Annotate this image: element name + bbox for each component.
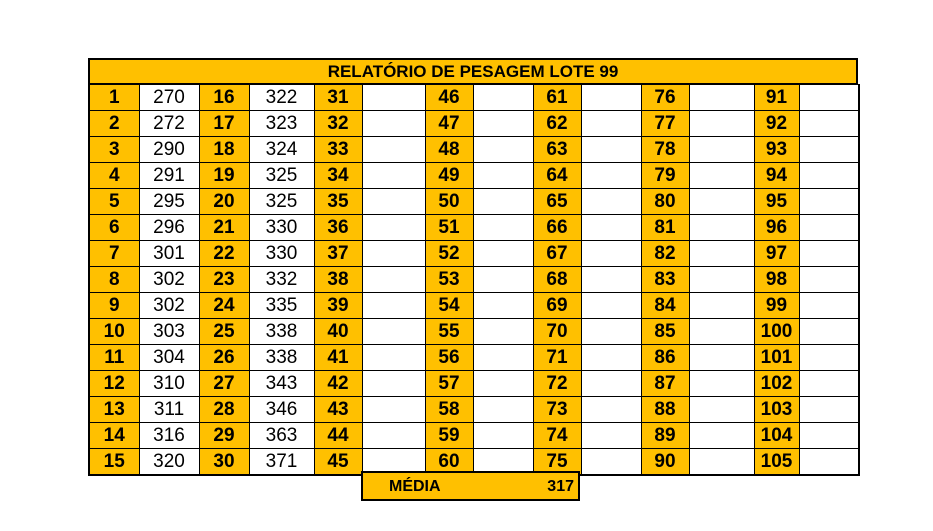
weight-cell (799, 319, 859, 345)
animal-number-cell: 27 (199, 371, 249, 397)
weight-cell (581, 397, 641, 423)
weight-cell (581, 267, 641, 293)
animal-number-cell: 87 (641, 371, 689, 397)
weight-cell (473, 111, 533, 137)
animal-number-cell: 15 (89, 449, 139, 476)
weight-cell (581, 319, 641, 345)
weight-cell: 332 (249, 267, 314, 293)
animal-number-cell: 40 (314, 319, 362, 345)
animal-number-cell: 3 (89, 137, 139, 163)
animal-number-cell: 19 (199, 163, 249, 189)
animal-number-cell: 35 (314, 189, 362, 215)
weight-cell (581, 85, 641, 111)
weight-cell: 270 (139, 85, 199, 111)
animal-number-cell: 17 (199, 111, 249, 137)
weight-cell (689, 189, 754, 215)
weight-cell (362, 319, 425, 345)
weight-cell (799, 137, 859, 163)
weight-cell (689, 241, 754, 267)
animal-number-cell: 75 (533, 449, 581, 476)
table-row (89, 371, 859, 397)
weight-cell: 343 (249, 371, 314, 397)
animal-number-cell: 14 (89, 423, 139, 449)
animal-number-cell: 41 (314, 345, 362, 371)
weight-cell (689, 293, 754, 319)
table-row (89, 241, 859, 267)
weight-cell: 325 (249, 189, 314, 215)
animal-number-cell: 93 (754, 137, 799, 163)
animal-number-cell: 5 (89, 189, 139, 215)
weight-cell (581, 241, 641, 267)
animal-number-cell: 31 (314, 85, 362, 111)
weight-cell (799, 163, 859, 189)
animal-number-cell: 51 (425, 215, 473, 241)
weight-cell (799, 189, 859, 215)
table-row (89, 423, 859, 449)
weight-cell (362, 345, 425, 371)
animal-number-cell: 45 (314, 449, 362, 476)
animal-number-cell: 80 (641, 189, 689, 215)
animal-number-cell: 36 (314, 215, 362, 241)
weight-cell (473, 215, 533, 241)
animal-number-cell: 67 (533, 241, 581, 267)
weight-cell: 291 (139, 163, 199, 189)
animal-number-cell: 68 (533, 267, 581, 293)
animal-number-cell: 94 (754, 163, 799, 189)
weight-cell (581, 137, 641, 163)
weight-cell: 310 (139, 371, 199, 397)
weight-cell (362, 371, 425, 397)
animal-number-cell: 74 (533, 423, 581, 449)
weight-cell (689, 449, 754, 476)
weight-cell: 324 (249, 137, 314, 163)
animal-number-cell: 6 (89, 215, 139, 241)
animal-number-cell: 105 (754, 449, 799, 476)
animal-number-cell: 72 (533, 371, 581, 397)
animal-number-cell: 24 (199, 293, 249, 319)
weight-cell (581, 449, 641, 476)
weight-cell (799, 293, 859, 319)
animal-number-cell: 20 (199, 189, 249, 215)
weight-cell (362, 423, 425, 449)
weight-cell (362, 241, 425, 267)
animal-number-cell: 79 (641, 163, 689, 189)
animal-number-cell: 28 (199, 397, 249, 423)
weight-cell (799, 267, 859, 293)
animal-number-cell: 23 (199, 267, 249, 293)
weight-cell (799, 111, 859, 137)
weight-cell (799, 449, 859, 476)
weight-cell: 363 (249, 423, 314, 449)
weight-cell (473, 137, 533, 163)
animal-number-cell: 90 (641, 449, 689, 476)
animal-number-cell: 44 (314, 423, 362, 449)
animal-number-cell: 101 (754, 345, 799, 371)
weight-cell (689, 137, 754, 163)
weight-cell (362, 293, 425, 319)
weight-cell (581, 163, 641, 189)
animal-number-cell: 66 (533, 215, 581, 241)
table-row (89, 319, 859, 345)
animal-number-cell: 26 (199, 345, 249, 371)
weight-cell (581, 111, 641, 137)
animal-number-cell: 65 (533, 189, 581, 215)
animal-number-cell: 59 (425, 423, 473, 449)
animal-number-cell: 1 (89, 85, 139, 111)
weight-cell (799, 371, 859, 397)
animal-number-cell: 22 (199, 241, 249, 267)
animal-number-cell: 37 (314, 241, 362, 267)
weight-cell (581, 293, 641, 319)
weight-cell: 371 (249, 449, 314, 476)
animal-number-cell: 32 (314, 111, 362, 137)
weight-cell: 322 (249, 85, 314, 111)
weight-cell (473, 241, 533, 267)
table-row (89, 163, 859, 189)
animal-number-cell: 21 (199, 215, 249, 241)
animal-number-cell: 98 (754, 267, 799, 293)
weight-cell (689, 371, 754, 397)
weight-cell (362, 163, 425, 189)
weight-cell (362, 137, 425, 163)
table-row (89, 189, 859, 215)
weight-cell (799, 397, 859, 423)
weight-cell (799, 345, 859, 371)
animal-number-cell: 73 (533, 397, 581, 423)
animal-number-cell: 54 (425, 293, 473, 319)
animal-number-cell: 100 (754, 319, 799, 345)
animal-number-cell: 76 (641, 85, 689, 111)
animal-number-cell: 7 (89, 241, 139, 267)
weight-cell (362, 189, 425, 215)
animal-number-cell: 46 (425, 85, 473, 111)
animal-number-cell: 88 (641, 397, 689, 423)
animal-number-cell: 52 (425, 241, 473, 267)
animal-number-cell: 85 (641, 319, 689, 345)
weight-cell (581, 371, 641, 397)
report-title: RELATÓRIO DE PESAGEM LOTE 99 (88, 58, 858, 84)
weight-cell (689, 85, 754, 111)
weight-cell (473, 293, 533, 319)
weight-cell (473, 319, 533, 345)
animal-number-cell: 99 (754, 293, 799, 319)
animal-number-cell: 62 (533, 111, 581, 137)
animal-number-cell: 11 (89, 345, 139, 371)
table-row (89, 111, 859, 137)
animal-number-cell: 12 (89, 371, 139, 397)
weight-cell: 330 (249, 215, 314, 241)
animal-number-cell: 57 (425, 371, 473, 397)
animal-number-cell: 39 (314, 293, 362, 319)
animal-number-cell: 4 (89, 163, 139, 189)
weight-cell (689, 111, 754, 137)
animal-number-cell: 82 (641, 241, 689, 267)
weight-cell (799, 241, 859, 267)
animal-number-cell: 9 (89, 293, 139, 319)
animal-number-cell: 96 (754, 215, 799, 241)
weight-cell: 316 (139, 423, 199, 449)
weight-cell (689, 345, 754, 371)
animal-number-cell: 10 (89, 319, 139, 345)
animal-number-cell: 60 (425, 449, 473, 476)
animal-number-cell: 43 (314, 397, 362, 423)
weight-cell (362, 215, 425, 241)
weight-cell: 290 (139, 137, 199, 163)
weight-cell (799, 423, 859, 449)
weight-cell: 295 (139, 189, 199, 215)
animal-number-cell: 48 (425, 137, 473, 163)
weight-cell (473, 267, 533, 293)
weight-cell: 302 (139, 293, 199, 319)
animal-number-cell: 89 (641, 423, 689, 449)
weight-cell: 303 (139, 319, 199, 345)
animal-number-cell: 47 (425, 111, 473, 137)
animal-number-cell: 83 (641, 267, 689, 293)
weights-table (88, 84, 860, 476)
weight-cell: 296 (139, 215, 199, 241)
weight-cell (581, 189, 641, 215)
weight-cell: 338 (249, 345, 314, 371)
weight-cell: 272 (139, 111, 199, 137)
weight-cell (689, 215, 754, 241)
animal-number-cell: 50 (425, 189, 473, 215)
animal-number-cell: 81 (641, 215, 689, 241)
weight-cell (473, 85, 533, 111)
weight-cell (473, 189, 533, 215)
animal-number-cell: 71 (533, 345, 581, 371)
weight-cell (362, 397, 425, 423)
animal-number-cell: 92 (754, 111, 799, 137)
weight-cell (799, 85, 859, 111)
animal-number-cell: 29 (199, 423, 249, 449)
animal-number-cell: 84 (641, 293, 689, 319)
weight-cell: 330 (249, 241, 314, 267)
weight-cell (473, 371, 533, 397)
table-row (89, 293, 859, 319)
animal-number-cell: 95 (754, 189, 799, 215)
table-row (89, 267, 859, 293)
animal-number-cell: 30 (199, 449, 249, 476)
weight-cell (473, 345, 533, 371)
average-box (361, 471, 580, 501)
animal-number-cell: 55 (425, 319, 473, 345)
weight-cell: 346 (249, 397, 314, 423)
weight-cell: 323 (249, 111, 314, 137)
weight-cell: 304 (139, 345, 199, 371)
weight-cell (581, 215, 641, 241)
weight-cell (473, 423, 533, 449)
weight-cell: 325 (249, 163, 314, 189)
weight-cell (362, 85, 425, 111)
table-row (89, 85, 859, 111)
weight-cell (362, 267, 425, 293)
animal-number-cell: 2 (89, 111, 139, 137)
animal-number-cell: 70 (533, 319, 581, 345)
animal-number-cell: 38 (314, 267, 362, 293)
weight-cell (362, 111, 425, 137)
animal-number-cell: 16 (199, 85, 249, 111)
weight-cell: 320 (139, 449, 199, 476)
animal-number-cell: 56 (425, 345, 473, 371)
weight-cell (799, 215, 859, 241)
weight-cell: 335 (249, 293, 314, 319)
animal-number-cell: 102 (754, 371, 799, 397)
animal-number-cell: 64 (533, 163, 581, 189)
animal-number-cell: 104 (754, 423, 799, 449)
animal-number-cell: 8 (89, 267, 139, 293)
weight-cell: 311 (139, 397, 199, 423)
table-row (89, 137, 859, 163)
weighing-report (88, 58, 858, 476)
weight-cell: 302 (139, 267, 199, 293)
weight-cell (689, 423, 754, 449)
animal-number-cell: 13 (89, 397, 139, 423)
animal-number-cell: 86 (641, 345, 689, 371)
weight-cell (689, 163, 754, 189)
weight-cell (473, 163, 533, 189)
animal-number-cell: 78 (641, 137, 689, 163)
weight-cell (581, 345, 641, 371)
weight-cell: 301 (139, 241, 199, 267)
animal-number-cell: 97 (754, 241, 799, 267)
weight-cell: 338 (249, 319, 314, 345)
animal-number-cell: 69 (533, 293, 581, 319)
table-row (89, 397, 859, 423)
animal-number-cell: 63 (533, 137, 581, 163)
average-value: 317 (547, 478, 574, 495)
weight-cell (473, 397, 533, 423)
animal-number-cell: 53 (425, 267, 473, 293)
weight-cell (581, 423, 641, 449)
animal-number-cell: 33 (314, 137, 362, 163)
weight-cell (689, 397, 754, 423)
animal-number-cell: 49 (425, 163, 473, 189)
animal-number-cell: 18 (199, 137, 249, 163)
animal-number-cell: 61 (533, 85, 581, 111)
animal-number-cell: 25 (199, 319, 249, 345)
animal-number-cell: 77 (641, 111, 689, 137)
animal-number-cell: 34 (314, 163, 362, 189)
weight-cell (689, 267, 754, 293)
animal-number-cell: 103 (754, 397, 799, 423)
animal-number-cell: 42 (314, 371, 362, 397)
average-label: MÉDIA (389, 478, 441, 495)
table-row (89, 345, 859, 371)
weight-cell (689, 319, 754, 345)
animal-number-cell: 58 (425, 397, 473, 423)
table-row (89, 215, 859, 241)
animal-number-cell: 91 (754, 85, 799, 111)
